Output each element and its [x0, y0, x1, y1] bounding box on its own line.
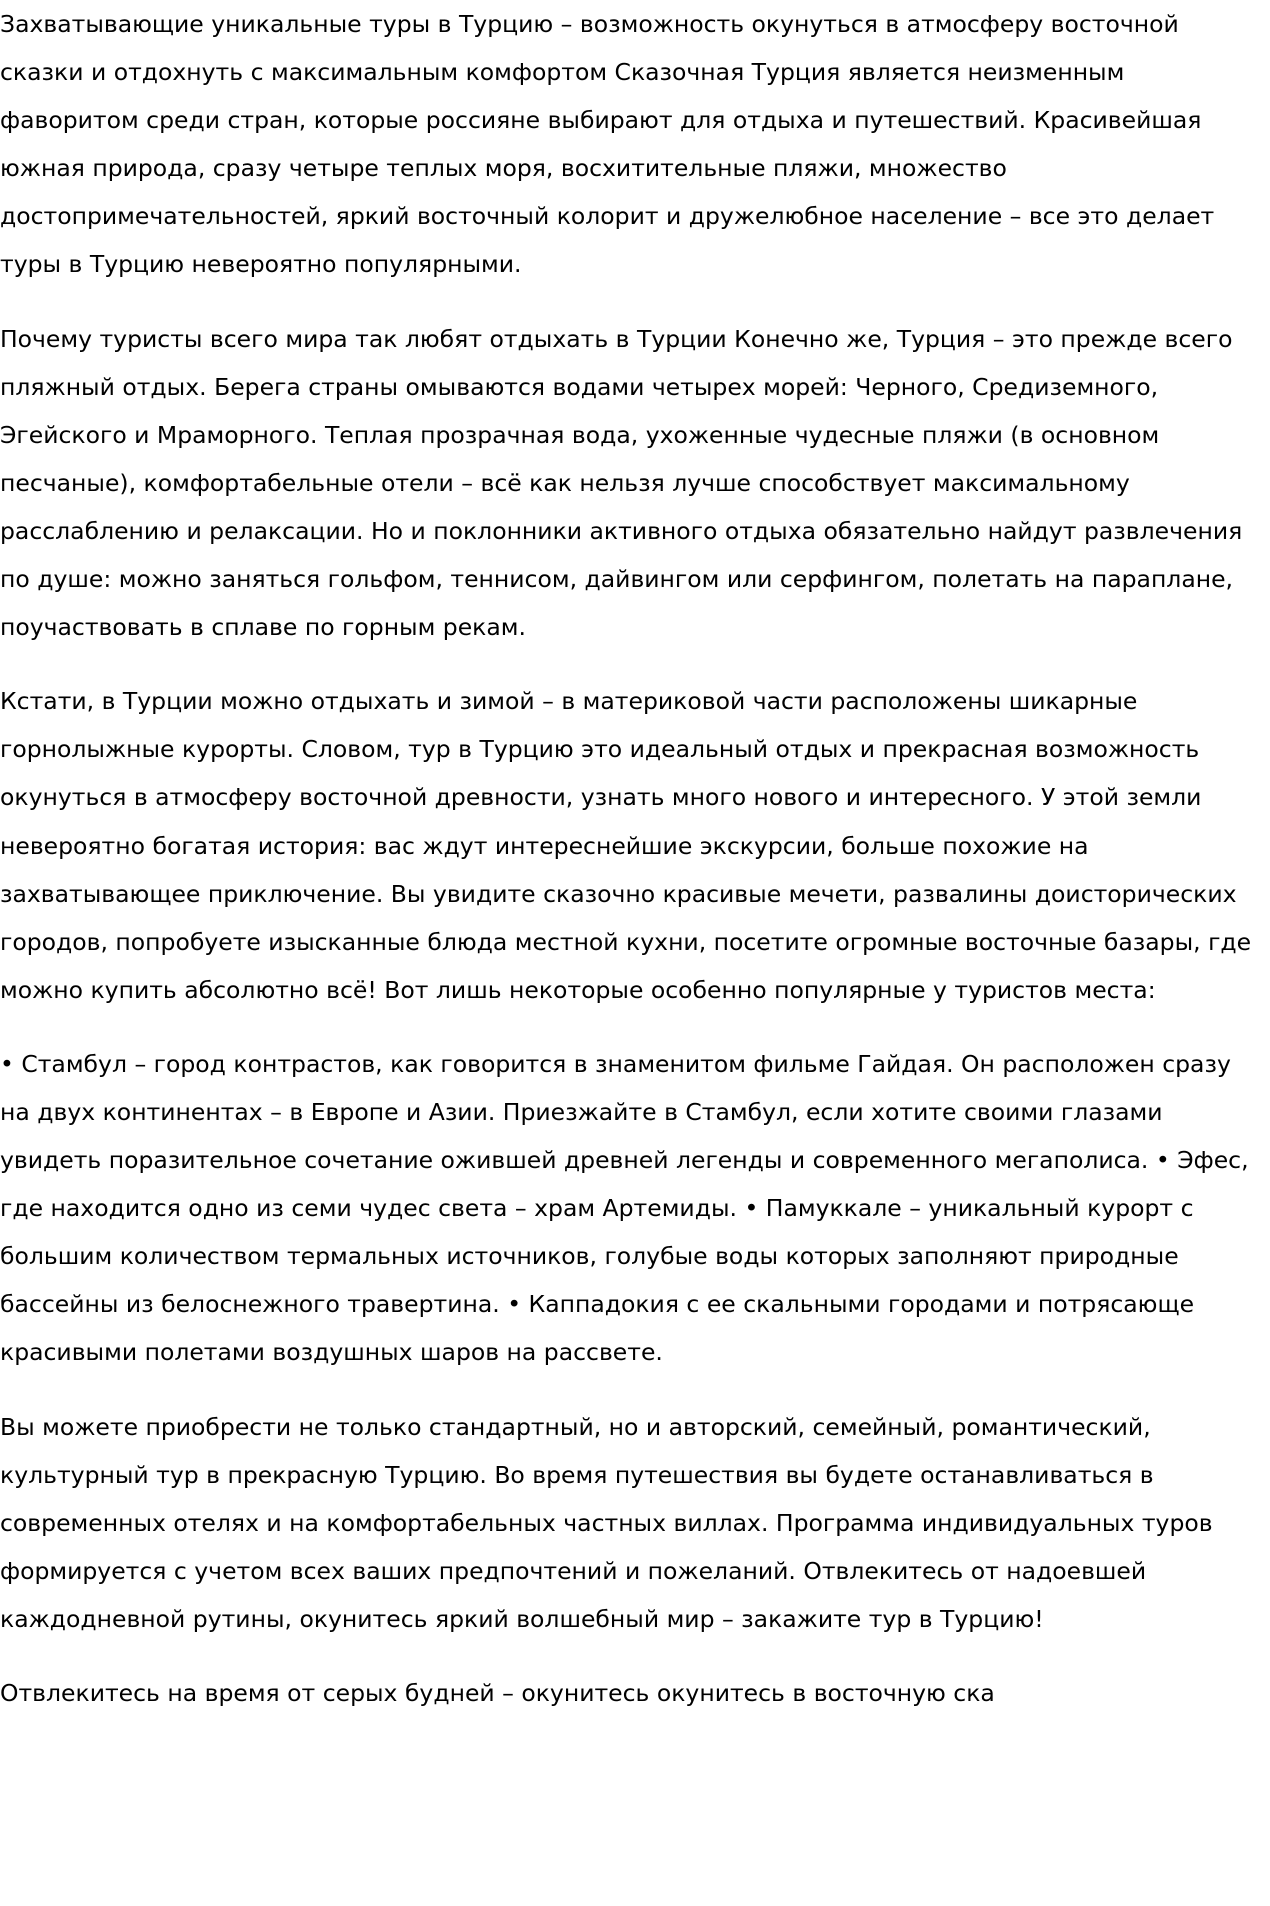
paragraph-winter-and-history: Кстати, в Турции можно отдыхать и зимой – в материковой части расположены шикарные горнолыжные курорты. Словом, тур в Турцию это идеальный отдых и прекрасная возможность окунуться в атмосферу восточной древности, узнать много нового и интересного. У этой земли невероятно богатая история: вас ждут интереснейшие экскурсии, больше похожие на захватывающее приключение. Вы увидите сказочно красивые мечети, развалины доисторических городов, попробуете изысканные блюда местной кухни, посетите огромные восточные базары, где можно купить абсолютно всё! Вот лишь некоторые особенно популярные у туристов места: — [0, 687, 1252, 1004]
paragraph-intro: Захватывающие уникальные туры в Турцию – возможность окунуться в атмосферу восточной сказки и отдохнуть с максимальным комфортом Сказочная Турция является неизменным фаворитом среди стран, которые россияне выбирают для отдыха и путешествий. Красивейшая южная природа, сразу четыре теплых моря, восхитительные пляжи, множество достопримечательностей, яркий восточный колорит и дружелюбное население – все это делает туры в Турцию невероятно популярными. — [0, 10, 1215, 279]
paragraph-truncated: Отвлекитесь на время от серых будней – окунитесь окунитесь в восточную ска — [0, 1679, 995, 1707]
paragraph-beach-holidays: Почему туристы всего мира так любят отдыхать в Турции Конечно же, Турция – это прежде всего пляжный отдых. Берега страны омываются водами четырех морей: Черного, Средиземного, Эгейского и Мраморного. Теплая прозрачная вода, ухоженные чудесные пляжи (в основном песчаные), комфортабельные отели – всё как нельзя лучше способствует максимальному расслаблению и релаксации. Но и поклонники активного отдыха обязательно найдут развлечения по душе: можно заняться гольфом, теннисом, дайвингом или серфингом, полетать на параплане, поучаствовать в сплаве по горным рекам. — [0, 324, 1243, 642]
paragraph-popular-places: • Стамбул – город контрастов, как говорится в знаменитом фильме Гайдая. Он расположен сразу на двух континентах – в Европе и Азии. Приезжайте в Стамбул, если хотите своими глазами увидеть поразительное сочетание ожившей древней легенды и современного мегаполиса. • Эфес, где находится одно из семи чудес света – храм Артемиды. • Памуккале – уникальный курорт с большим количеством термальных источников, голубые воды которых заполняют природные бассейны из белоснежного травертина. • Каппадокия с ее скальными городами и потрясающе красивыми полетами воздушных шаров на рассвете. — [0, 1049, 1249, 1367]
paragraph-tour-types: Вы можете приобрести не только стандартный, но и авторский, семейный, романтический, культурный тур в прекрасную Турцию. Во время путешествия вы будете останавливаться в современных отелях и на комфортабельных частных виллах. Программа индивидуальных туров формируется с учетом всех ваших предпочтений и пожеланий. Отвлекитесь от надоевшей каждодневной рутины, окунитесь яркий волшебный мир – закажите тур в Турцию! — [0, 1412, 1213, 1633]
